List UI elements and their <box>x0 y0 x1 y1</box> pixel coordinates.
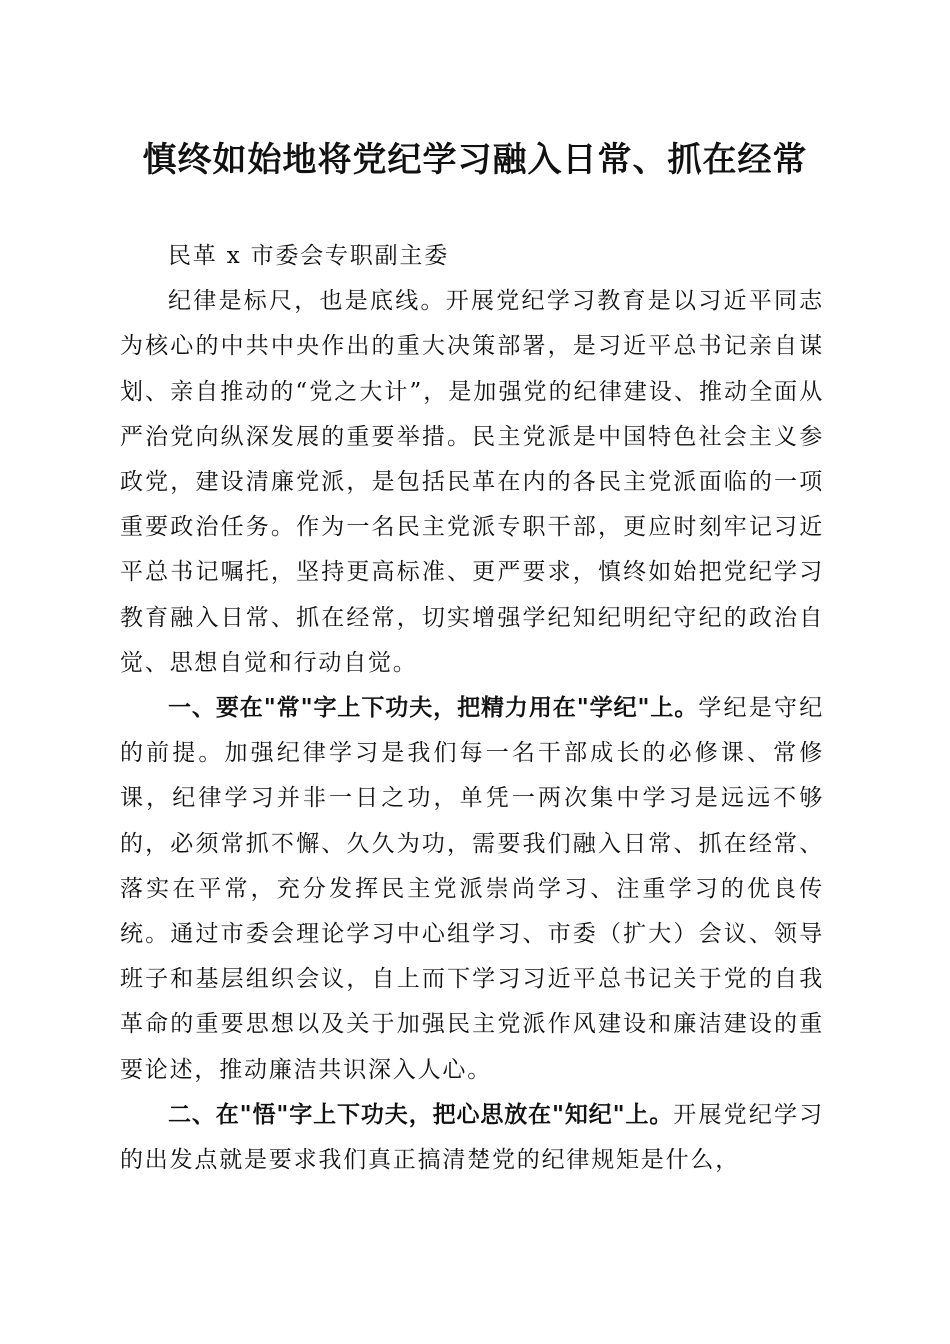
document-body <box>120 234 824 1183</box>
document-title: 慎终如始地将党纪学习融入日常、抓在经常 <box>142 140 808 180</box>
section-2-heading: 二、在"悟"字上下功夫，把心思放在"知纪"上。 <box>168 1101 674 1128</box>
section-1-text: 学纪是守纪的前提。加强纪律学习是我们每一名干部成长的必修课、常修课，纪律学习并非一日之功，单凭一两次集中学习是远远不够的，必须常抓不懈、久久为功，需要我们融入日常、抓在经常、落实在平常，充分发挥民主党派崇尚学习、注重学习的优良传统。通过市委会理论学习中心组学习、市委（扩大）会议、领导班子和基层组织会议，自上而下学习习近平总书记关于党的自我革命的重要思想以及关于加强民主党派作风建设和廉洁建设的重要论述，推动廉洁共识深入人心。 <box>120 695 825 1083</box>
section-2-text: 开展党纪学习的出发点就是要求我们真正搞清楚党的纪律规矩是什么， <box>120 1101 824 1174</box>
author-line: 民革 x 市委会专职副主委 <box>168 243 449 269</box>
section-1-heading: 一、要在"常"字上下功夫，把精力用在"学纪"上。 <box>168 695 699 722</box>
paragraph-intro-text: 纪律是标尺，也是底线。开展党纪学习教育是以习近平同志为核心的中共中央作出的重大决策部署，是习近平总书记亲自谋划、亲自推动的“党之大计”，是加强党的纪律建设、推动全面从严治党向纵深发展的重要举措。民主党派是中国特色社会主义参政党，建设清廉党派，是包括民革在内的各民主党派面临的一项重要政治任务。作为一名民主党派专职干部，更应时刻牢记习近平总书记嘱托，坚持更高标准、更严要求，慎终如始把党纪学习教育融入日常、抓在经常，切实增强学纪知纪明纪守纪的政治自觉、思想自觉和行动自觉。 <box>120 288 824 676</box>
paragraph-section-2 <box>120 1093 824 1183</box>
paragraph-section-1 <box>120 686 824 1093</box>
paragraph-intro <box>120 279 824 686</box>
